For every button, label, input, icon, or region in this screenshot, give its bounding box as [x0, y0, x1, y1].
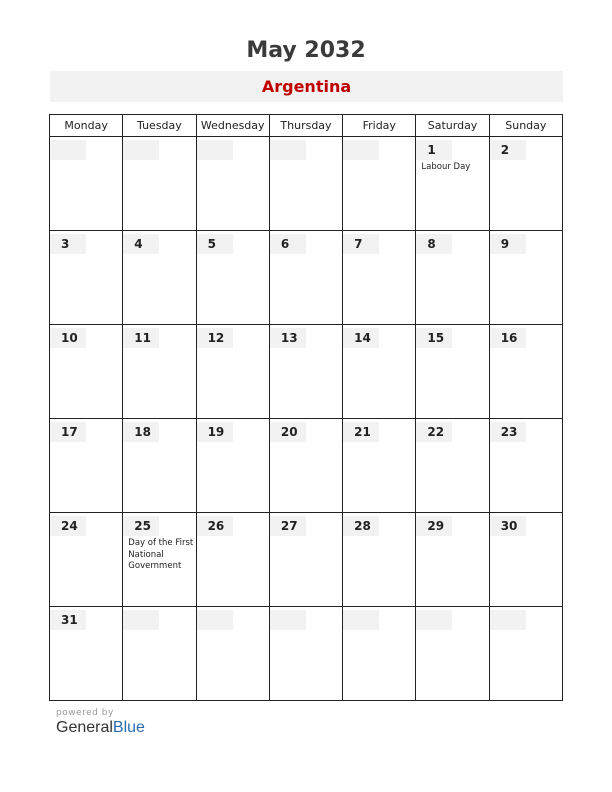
day-number: 31 [61, 613, 78, 627]
day-number: 23 [500, 425, 518, 439]
day-number-box [123, 610, 159, 630]
day-number-box [416, 234, 452, 254]
day-number: 29 [427, 519, 445, 533]
day-number-box [490, 422, 526, 442]
day-cell [269, 231, 342, 325]
day-number-box [50, 234, 86, 254]
day-cell [269, 513, 342, 607]
holiday-label: Day of the First National Government [128, 538, 194, 571]
day-number-box [343, 610, 379, 630]
day-cell [50, 231, 123, 325]
empty-day-cell [50, 137, 123, 231]
day-number-box [197, 140, 233, 160]
day-number: 28 [354, 519, 371, 533]
day-cell [416, 325, 489, 419]
day-number: 8 [427, 237, 436, 251]
day-cell [416, 137, 489, 231]
day-cell [196, 513, 269, 607]
day-number-box [270, 422, 306, 442]
empty-day-cell [489, 607, 562, 701]
day-cell [489, 419, 562, 513]
day-number-box [270, 516, 306, 536]
day-number: 16 [500, 331, 518, 345]
day-cell [416, 419, 489, 513]
day-number-box [343, 234, 379, 254]
day-number-box [416, 328, 452, 348]
footer-branding [56, 708, 145, 737]
day-number: 18 [134, 425, 151, 439]
day-number-box [270, 234, 306, 254]
day-cell [489, 513, 562, 607]
day-number-box [343, 422, 379, 442]
day-number: 12 [207, 331, 225, 345]
day-number-box [123, 140, 159, 160]
day-number-box [270, 610, 306, 630]
day-number: 3 [61, 237, 70, 251]
empty-day-cell [196, 607, 269, 701]
weekday-header: Tuesday [123, 115, 196, 137]
day-cell [269, 325, 342, 419]
weekday-header: Sunday [489, 115, 562, 137]
day-number-box [50, 140, 86, 160]
empty-day-cell [269, 137, 342, 231]
day-number-box [490, 140, 526, 160]
day-cell [489, 325, 562, 419]
weekday-header: Wednesday [196, 115, 269, 137]
day-number: 24 [61, 519, 78, 533]
day-number-box [270, 328, 306, 348]
day-number: 17 [61, 425, 78, 439]
day-number: 19 [207, 425, 225, 439]
calendar-grid [49, 114, 563, 701]
day-number-box [123, 234, 159, 254]
day-number-box [343, 328, 379, 348]
day-number: 6 [280, 237, 290, 251]
day-cell [416, 231, 489, 325]
weekday-header: Friday [343, 115, 416, 137]
brand-general-text: General [56, 719, 113, 736]
holiday-label: Labour Day [421, 162, 471, 172]
day-number: 2 [500, 143, 510, 157]
calendar-week-row [50, 419, 563, 513]
day-cell [196, 231, 269, 325]
calendar-week-row [50, 513, 563, 607]
day-cell [123, 231, 196, 325]
weekday-header: Monday [50, 115, 123, 137]
day-number: 9 [500, 237, 510, 251]
day-number-box [343, 516, 379, 536]
day-number-box [416, 140, 452, 160]
weekday-header-row [50, 115, 563, 137]
day-cell [50, 513, 123, 607]
generalblue-logo[interactable] [56, 719, 145, 737]
country-name: Argentina [261, 77, 352, 96]
empty-day-cell [269, 607, 342, 701]
day-number: 1 [427, 143, 436, 157]
day-number: 20 [280, 425, 298, 439]
day-number-box [490, 234, 526, 254]
calendar-week-row [50, 607, 563, 701]
day-number: 14 [354, 331, 371, 345]
day-number-box [123, 516, 159, 536]
day-cell [343, 419, 416, 513]
day-number-box [197, 516, 233, 536]
brand-blue-text: Blue [112, 719, 145, 736]
day-number: 10 [61, 331, 78, 345]
day-cell [343, 513, 416, 607]
day-cell [50, 325, 123, 419]
calendar-week-row [50, 137, 563, 231]
calendar-week-row [50, 325, 563, 419]
day-cell [196, 419, 269, 513]
day-cell [123, 325, 196, 419]
calendar-week-row [50, 231, 563, 325]
day-cell [343, 231, 416, 325]
day-number-box [50, 610, 86, 630]
empty-day-cell [123, 137, 196, 231]
day-number-box [123, 422, 159, 442]
day-cell [489, 231, 562, 325]
day-number: 26 [207, 519, 225, 533]
country-banner [50, 71, 563, 102]
day-number: 22 [427, 425, 445, 439]
weekday-header: Saturday [416, 115, 489, 137]
day-number-box [197, 422, 233, 442]
day-number-box [50, 516, 86, 536]
day-number-box [416, 516, 452, 536]
empty-day-cell [416, 607, 489, 701]
day-number: 27 [280, 519, 298, 533]
day-cell [50, 607, 123, 701]
day-number-box [343, 140, 379, 160]
day-cell [50, 419, 123, 513]
day-number-box [490, 610, 526, 630]
day-number-box [197, 610, 233, 630]
powered-by-text: powered by [56, 708, 114, 718]
day-number: 13 [280, 331, 298, 345]
day-number: 11 [134, 331, 151, 345]
day-number-box [197, 234, 233, 254]
day-number: 30 [500, 519, 518, 533]
empty-day-cell [196, 137, 269, 231]
weekday-header: Thursday [269, 115, 342, 137]
day-number-box [197, 328, 233, 348]
page-title: May 2032 [246, 38, 366, 63]
day-number-box [270, 140, 306, 160]
empty-day-cell [343, 607, 416, 701]
day-number-box [416, 422, 452, 442]
day-number-box [490, 516, 526, 536]
day-number-box [50, 328, 86, 348]
day-number: 25 [134, 519, 151, 533]
day-cell [269, 419, 342, 513]
day-cell [489, 137, 562, 231]
day-number: 7 [354, 237, 363, 251]
day-number-box [123, 328, 159, 348]
day-cell [416, 513, 489, 607]
empty-day-cell [343, 137, 416, 231]
day-cell [196, 325, 269, 419]
day-number: 4 [134, 237, 143, 251]
day-number: 5 [207, 237, 216, 251]
day-cell [343, 325, 416, 419]
empty-day-cell [123, 607, 196, 701]
day-number-box [416, 610, 452, 630]
day-cell [123, 513, 196, 607]
day-number-box [50, 422, 86, 442]
day-number: 15 [427, 331, 445, 345]
day-cell [123, 419, 196, 513]
day-number-box [490, 328, 526, 348]
day-number: 21 [354, 425, 371, 439]
